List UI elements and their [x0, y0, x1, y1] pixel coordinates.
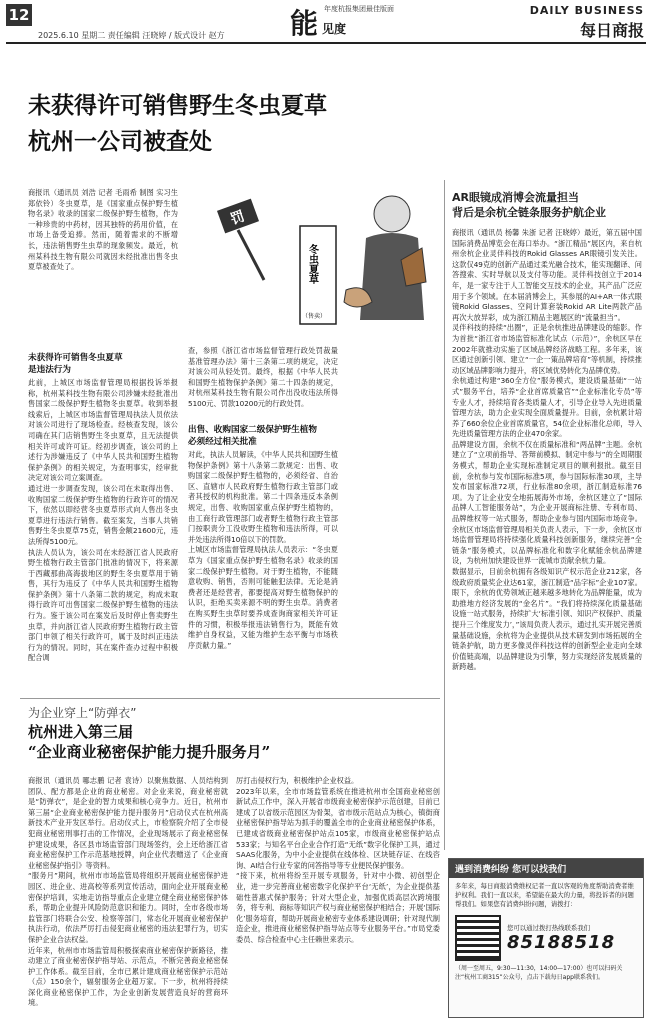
article2-headline	[452, 190, 606, 220]
article-divider	[20, 698, 440, 699]
article1-col3: 对此，执法人员解读，《中华人民共和国野生植物保护条例》第十八条第二款规定：出售、收购国家二级保护野生植物的，必须经省、自治区、直辖市人民政府野生植物行政主管部门或者其授权的机构批准。第二十四条违反本条例规定，出售、收购国家重点保护野生植物的，由工商行政管理部门或者野生植物行政主管部门按职责分工没收野生植物和违法所得，可以并处违法所得10倍以下的罚款。 上城区市场监督管理局执法人员表示：“冬虫夏草为《国家重点保护野生植物名录》收录的国家二级保护野生植物。对于野生植物，不能随意收购、销售，否则可能触犯法律。无论是消费者还是经营者，都要提高对野生植物保护的认识，拒绝买卖来源不明的野生虫草。消费者在购买野生虫草时要养成查询商家相关许可证件的习惯，积极举报违法销售行为，既能有效维护自身权益，又能为维护生态平衡与市场秩序贡献力量。”	[188, 450, 338, 650]
paper-name-cn: 每日商报	[579, 21, 644, 40]
hotline-label: 您可以通过拨打热线联系我们	[507, 924, 591, 932]
article2-title-line1: AR眼镜成消博会流量担当	[452, 191, 579, 204]
date-line: 2025.6.10 星期二 责任编辑 汪晓婷 / 版式设计 赵方	[38, 31, 225, 40]
article3-title-line1: 杭州进入第三届	[28, 723, 134, 741]
article3-col2: 厉打击侵权行为，积极维护企业权益。 2023年以来，全市市场监管系统在推进杭州市全国商业秘密创新试点工作中，深入开展省市级商业秘密保护示范创建，目前已建成了以省级示范园区为骨架，省市级示范站点为核心，镇街商业秘密保护指导站为抓手的覆盖全市的企业商业秘密保护体系，已建成省级商业秘密保护站点105家，市级商业秘密保护站点533家；与知名平台企业合作打造“无纸”数字化保护工具，通过SAAS化服务，为中小企业提供在线体检、区块链存证、在线咨询、AI结合行业专家的问答指导等专业便民保护服务。 “接下来，杭州将纷至开展专项服务，针对中小微、初创型企业，进一步完善商业秘密数字化保护平台‘无纸’，为企业提供基础性普惠式保护服务；针对大型企业，加强优质高层次跨境服务，将专利、商标等知识产权与商业秘密保护相结合；开展‘国际化’服务培育，帮助开展商业秘密专业体系建设调研；针对现代制造企业，推进商业秘密保护指导站点等专业服务平台。”市局党委委员、综合检查中心主任赖世来表示。	[236, 776, 440, 944]
illustration-cordyceps-penalty	[196, 170, 436, 340]
section-char: 能	[290, 7, 319, 40]
article1-col2: 查，参照《浙江省市场监督管理行政处罚裁量基准管理办法》第十三条第二项的规定，决定对该公司从轻处罚。最终，根据《中华人民共和国野生植物保护条例》第二十四条的规定，对杭州某科技生物有限公司作出没收违法所得5100元、罚款10200元的行政处罚。	[188, 346, 338, 408]
header-rule	[6, 42, 646, 44]
article1-col1: 此前，上城区市场监督管理局根据投诉举报称，杭州某科技生物有限公司涉嫌未经批准出售国家二级保护野生植物冬虫夏草。收到举报线索后，上城区市场监督管理局执法人员依法对该公司进行了现场检查。经核查发现，该公司确在其门店销售野生冬虫夏草，且无法提供相关许可或许可证。经初步调查，该公司的上述行为涉嫌违反了《中华人民共和国野生植物保护条例》的相关规定，为查明事实，经审批决定对该公司立案调查。 通过进一步调查发现，该公司在未取得出售、收购国家二级保护野生植物的行政许可的情况下，依然以即经营冬虫夏草形式向人售出冬虫夏草进行违法行销售。截至案发，当事人共销售野生冬虫夏草75克，销售金额21600元，违法所得5100元。 执法人员认为，该公司在未经浙江省人民政府野生植物行政主管部门批准的情况下，将来源于西藏那曲高海拔地区的野生冬虫夏草用于销售，其行为违反了《中华人民共和国野生植物保护条例》第十八条第二款的规定，构成未取得行政许可出售国家二级保护野生植物的违法行为。鉴于该公司在案发后及时停止售卖野生虫草，并向浙江省人民政府野生植物行政主管部门申领了相关行政许可，属于及时纠正违法行为的情况。同时，其在案件查办过程中积极配合调	[28, 378, 178, 663]
article2-title-line2: 背后是余杭全链条服务护航企业	[452, 206, 606, 219]
consumer-complaint-box	[448, 858, 644, 1018]
sign-pole	[238, 230, 264, 280]
subheading-2: 出售、收购国家二级保护野生植物 必须经过相关批准	[188, 425, 317, 447]
headline-main	[28, 88, 327, 160]
paper-name-en: DAILY BUSINESS	[529, 4, 644, 17]
penalty-sign-text: 罚	[228, 208, 248, 229]
article3-col1: 商报讯（通讯员 哪志鹏 记者 袁诗）以聚焦数据、人员结构到团队、配方都是企业的商业秘密。对企业来说，商业秘密就是“防弹衣”，是企业的智力成果和核心竞争力。近日，杭州市第三届“企业商业秘密保护能力提升服务月”启动仪式在杭州高新技术产业开发区举行。启动仪式上，市检察院介绍了全市侵犯商业秘密刑事打击的工作情况，企业现场展示了商业秘密保护建设成果，各区县市场监管部门现场签约，会上还给浙江省商业秘密保护工作示范基地授牌，向企业代表赠送了《企业商业秘密保护指引》等资料。 “服务月”期间，杭州市市场监管局将组织开展商业秘密保护进园区、进企业、进高校等系列宣传活动，面向企业开展商业秘密保护培训，实地走访指导重点企业建立健全商业秘密保护体系，帮助企业提升风险防范意识和能力。同时，全市各级市场监管部门将联合公安、检察等部门，常态化开展商业秘密保护执法行动，依法严厉打击侵犯商业秘密的违法犯罪行为，切实保护企业合法权益。 近年来，杭州市市场监管局积极探索商业秘密保护新路径，推动建立了商业秘密保护指导站、示范点，不断完善商业秘密保护工作体系。截至目前，全市已累计建成商业秘密保护示范站（点）150余个，辐射服务企业超万家。下一步，杭州将持续深化商业秘密保护工作，为企业创新发展营造良好的营商环境。	[28, 776, 228, 1008]
cordyceps-box-label: 冬虫夏草	[306, 244, 318, 284]
article3-kicker: 为企业穿上“防弹衣”	[28, 706, 137, 720]
article2-body: 商报讯（通讯员 杨馨 朱浙 记者 汪晓婷）最近，第五届中国国际消费品博览会在海口举办。“浙江精品”展区内，来自杭州余杭企业灵伴科技的Rokid Glasses AR眼镜引发关注。这款仅49克的创新产品通过柔光融合技术，能实现翻译、问答搜索、实时导航以及支付等功能。灵伴科技创立于2014年，是一家专注于人工智能交互技术的企业，其产品广泛应用于多个领域。在本届消博会上，其参展的AI+AR一体式眼镜Rokid Glasses、空间计算套装Rokid AR Lite两款产品再次大放异彩，成为浙江精品主题展区的“流量担当”。 灵伴科技的持续“出圈”，正是余杭推进品牌建设的缩影。作为首批“浙江省市场监管标准化试点（示范）”，余杭区早在2002年就推动实施了区域品牌经济战略工程。多年来，该区通过创新引领、建立“一企一策品牌培育”等机制，持续推动区域品牌影响力提升，将区域优势转化为品牌优势。 余杭通过构建“360全方位”服务模式，建设质量基础“一站式”服务平台，培养“企业首席质量官”“企业标准化专员”等专业人才，持续培育各类质量人才，引导企业导入先进质量管理方法，助力企业实现全面质量提升。目前，余杭累计培养了660余位企业首席质量官，54位企业标准化总师，导入先进质量管理方法的企业470余家。 品牌建设方面，余杭不仅在质量标准和“两品牌”主题。余杭建立了“立项前指导、答辩前模拟、制定中参与”的全周期服务模式，帮助企业实现标准制定项目的顺利报批。截至目前，余杭参与发布国际标准5项，参与国际标准30项，主导发布国家标准72项，行业标准80余项，浙江制造标准76项。为了让企业安全地拓展海外市场，余杭区建立了“国际品牌人工智能服务站”，为企业开展商标注册、专利布局、品牌维权等一站式服务，帮助企业参与国内国际市场竞争。余杭区市场监督管理局相关负责人表示，下一步，余杭区市场监督管理局将持续强化质量科技创新服务，继续完善“全链条”服务模式，以品牌标准化和数字化赋能余杭品牌建设，为杭州加快建设世界一流城市贡献余杭力量。 数据显示，目前余杭拥有各级知识产权示范企业212家，各级政府质量奖企业达61家，浙江制造“品字标”企业107家。眼下，余杭的优势领域正越来越多地转化为品牌能量，成为助推地方经济发展的“金名片”。“我们将持续深化质量基础设施一站式服务，持续扩大‘标准引领、知识产权保护、质量提升三个维度发力’，”该局负责人表示，通过扎实开展完善质量基础设施，余杭将为企业提供从技术研发到市场拓展的全链条护航，助力更多像灵伴科技这样的创新型企业走向全球价值链高端，以品牌建设为引擎，努力实现经济发展质量的新跨越。	[452, 228, 642, 672]
article3-title-line2: “企业商业秘密保护能力提升服务月”	[28, 743, 271, 761]
adbox-hours: （周一至周五，9:30—11:30，14:00—17:00）也可以扫码关注“杭州工商315”公众号，点击下载每日app联系我们。	[455, 965, 623, 981]
section-title: 见度	[322, 22, 347, 36]
headline-line1: 未获得许可销售野生冬虫夏草	[28, 92, 327, 119]
adbox-title: 遇到消费纠纷 您可以找我们	[449, 859, 643, 878]
page-number: 12	[6, 4, 32, 26]
qr-code-icon[interactable]	[455, 915, 501, 961]
subheading-1: 未获得许可销售冬虫夏草 是违法行为	[28, 353, 123, 375]
headline-line2: 杭州一公司被查处	[28, 128, 212, 155]
hotline-number[interactable]: 85188518	[507, 932, 616, 953]
cordyceps-box-tag: （售卖）	[302, 313, 327, 320]
section-subtitle: 年度杭报集团最佳版面	[324, 5, 394, 13]
cordyceps-box	[300, 226, 336, 324]
column-divider	[444, 180, 445, 850]
person-head	[374, 196, 410, 232]
adbox-intro: 多年来，每日商报消费维权记者一直以客观的角度帮助消费者维护权利。我们一直以来，希望能在最大的力量，将投诉者的问题帮我们。如果您有消费纠纷问题，请拨打：	[455, 882, 634, 908]
article1-lead: 商报讯（通讯员 刘浩 记者 毛雨希 制图 实习生 郑依铃）冬虫夏草，是《国家重点保护野生植物名录》收录的国家二级保护野生植物，作为一种珍贵的中药材，因其独特的药用价值，在市场上备受追捧。然而，随着需求的不断增长，违法销售野生虫草的现象频发。最近，杭州某科技生物有限公司就因未经批准出售冬虫夏草被查处了。	[28, 188, 178, 272]
